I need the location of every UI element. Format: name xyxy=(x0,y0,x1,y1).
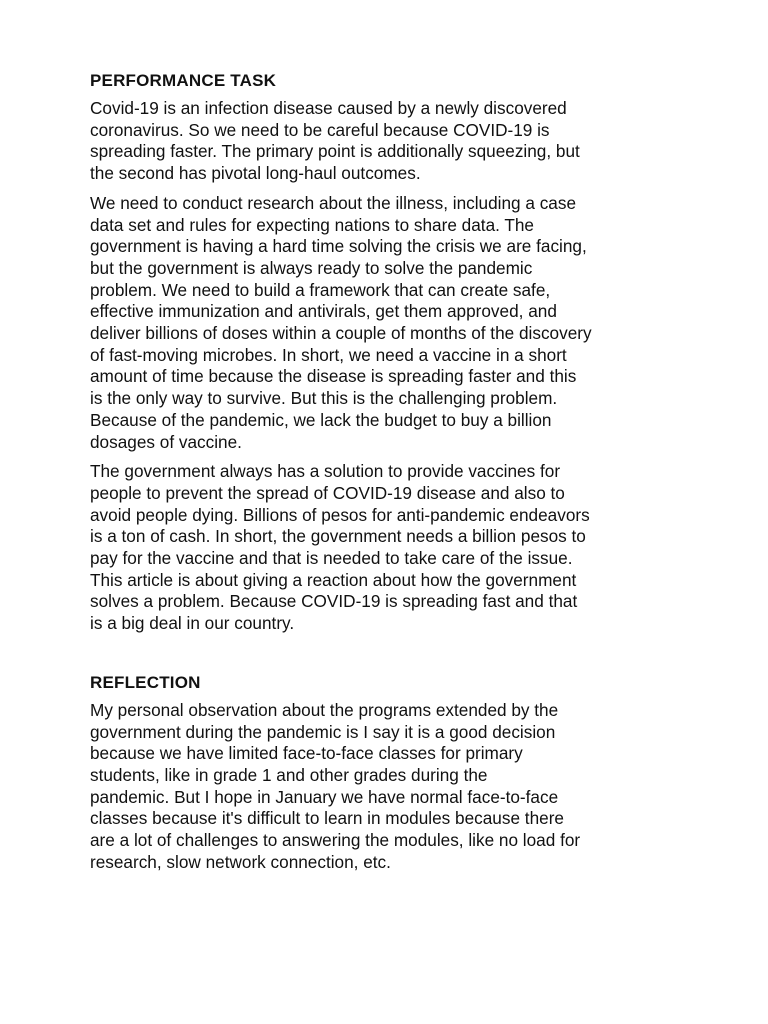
text-line: government during the pandemic is I say it is a good decision xyxy=(90,721,556,742)
text-line: pay for the vaccine and that is needed to take care of the issue. xyxy=(90,548,573,569)
paragraph-intro xyxy=(90,98,690,185)
section-heading-performance-task: PERFORMANCE TASK xyxy=(90,71,277,90)
text-line: spreading faster. The primary point is additionally squeezing, but xyxy=(90,141,580,162)
text-line: avoid people dying. Billions of pesos for anti-pandemic endeavors xyxy=(90,504,590,525)
document-page xyxy=(90,70,690,882)
section-spacer xyxy=(90,643,690,672)
paragraph-research xyxy=(90,193,690,453)
text-line: classes because it's difficult to learn in modules because there xyxy=(90,808,564,829)
text-line: problem. We need to build a framework that can create safe, xyxy=(90,279,551,300)
text-line: is the only way to survive. But this is the challenging problem. xyxy=(90,388,558,409)
text-line: data set and rules for expecting nations to share data. The xyxy=(90,214,534,235)
text-line: is a ton of cash. In short, the government needs a billion pesos to xyxy=(90,526,586,547)
text-line: students, like in grade 1 and other grades during the xyxy=(90,764,488,785)
text-line: people to prevent the spread of COVID-19 disease and also to xyxy=(90,482,565,503)
text-line: This article is about giving a reaction about how the government xyxy=(90,569,577,590)
text-line: the second has pivotal long-haul outcomes. xyxy=(90,163,421,184)
text-line: Covid-19 is an infection disease caused by a newly discovered xyxy=(90,98,567,118)
text-line: solves a problem. Because COVID-19 is spreading fast and that xyxy=(90,591,578,612)
text-line: dosages of vaccine. xyxy=(90,431,242,452)
text-line: of fast-moving microbes. In short, we need a vaccine in a short xyxy=(90,344,567,365)
text-line: Because of the pandemic, we lack the budget to buy a billion xyxy=(90,409,552,430)
text-line: We need to conduct research about the illness, including a case xyxy=(90,192,577,213)
text-line: but the government is always ready to solve the pandemic xyxy=(90,257,533,278)
text-line: pandemic. But I hope in January we have normal face-to-face xyxy=(90,786,559,807)
text-line: are a lot of challenges to answering the modules, like no load for xyxy=(90,830,581,851)
section-heading-reflection: REFLECTION xyxy=(90,672,201,692)
text-line: research, slow network connection, etc. xyxy=(90,851,391,872)
text-line: effective immunization and antivirals, get them approved, and xyxy=(90,301,557,322)
text-line: because we have limited face-to-face classes for primary xyxy=(90,743,523,764)
text-line: My personal observation about the programs extended by the xyxy=(90,699,559,720)
text-line: amount of time because the disease is spreading faster and this xyxy=(90,366,577,387)
text-line: The government always has a solution to provide vaccines for xyxy=(90,461,561,482)
text-line: deliver billions of doses within a couple of months of the discovery xyxy=(90,323,592,344)
text-line: is a big deal in our country. xyxy=(90,613,295,634)
paragraph-reflection xyxy=(90,700,690,874)
paragraph-government-solution xyxy=(90,461,690,635)
text-line: government is having a hard time solving the crisis we are facing, xyxy=(90,236,587,257)
text-line: coronavirus. So we need to be careful because COVID-19 is xyxy=(90,119,550,140)
